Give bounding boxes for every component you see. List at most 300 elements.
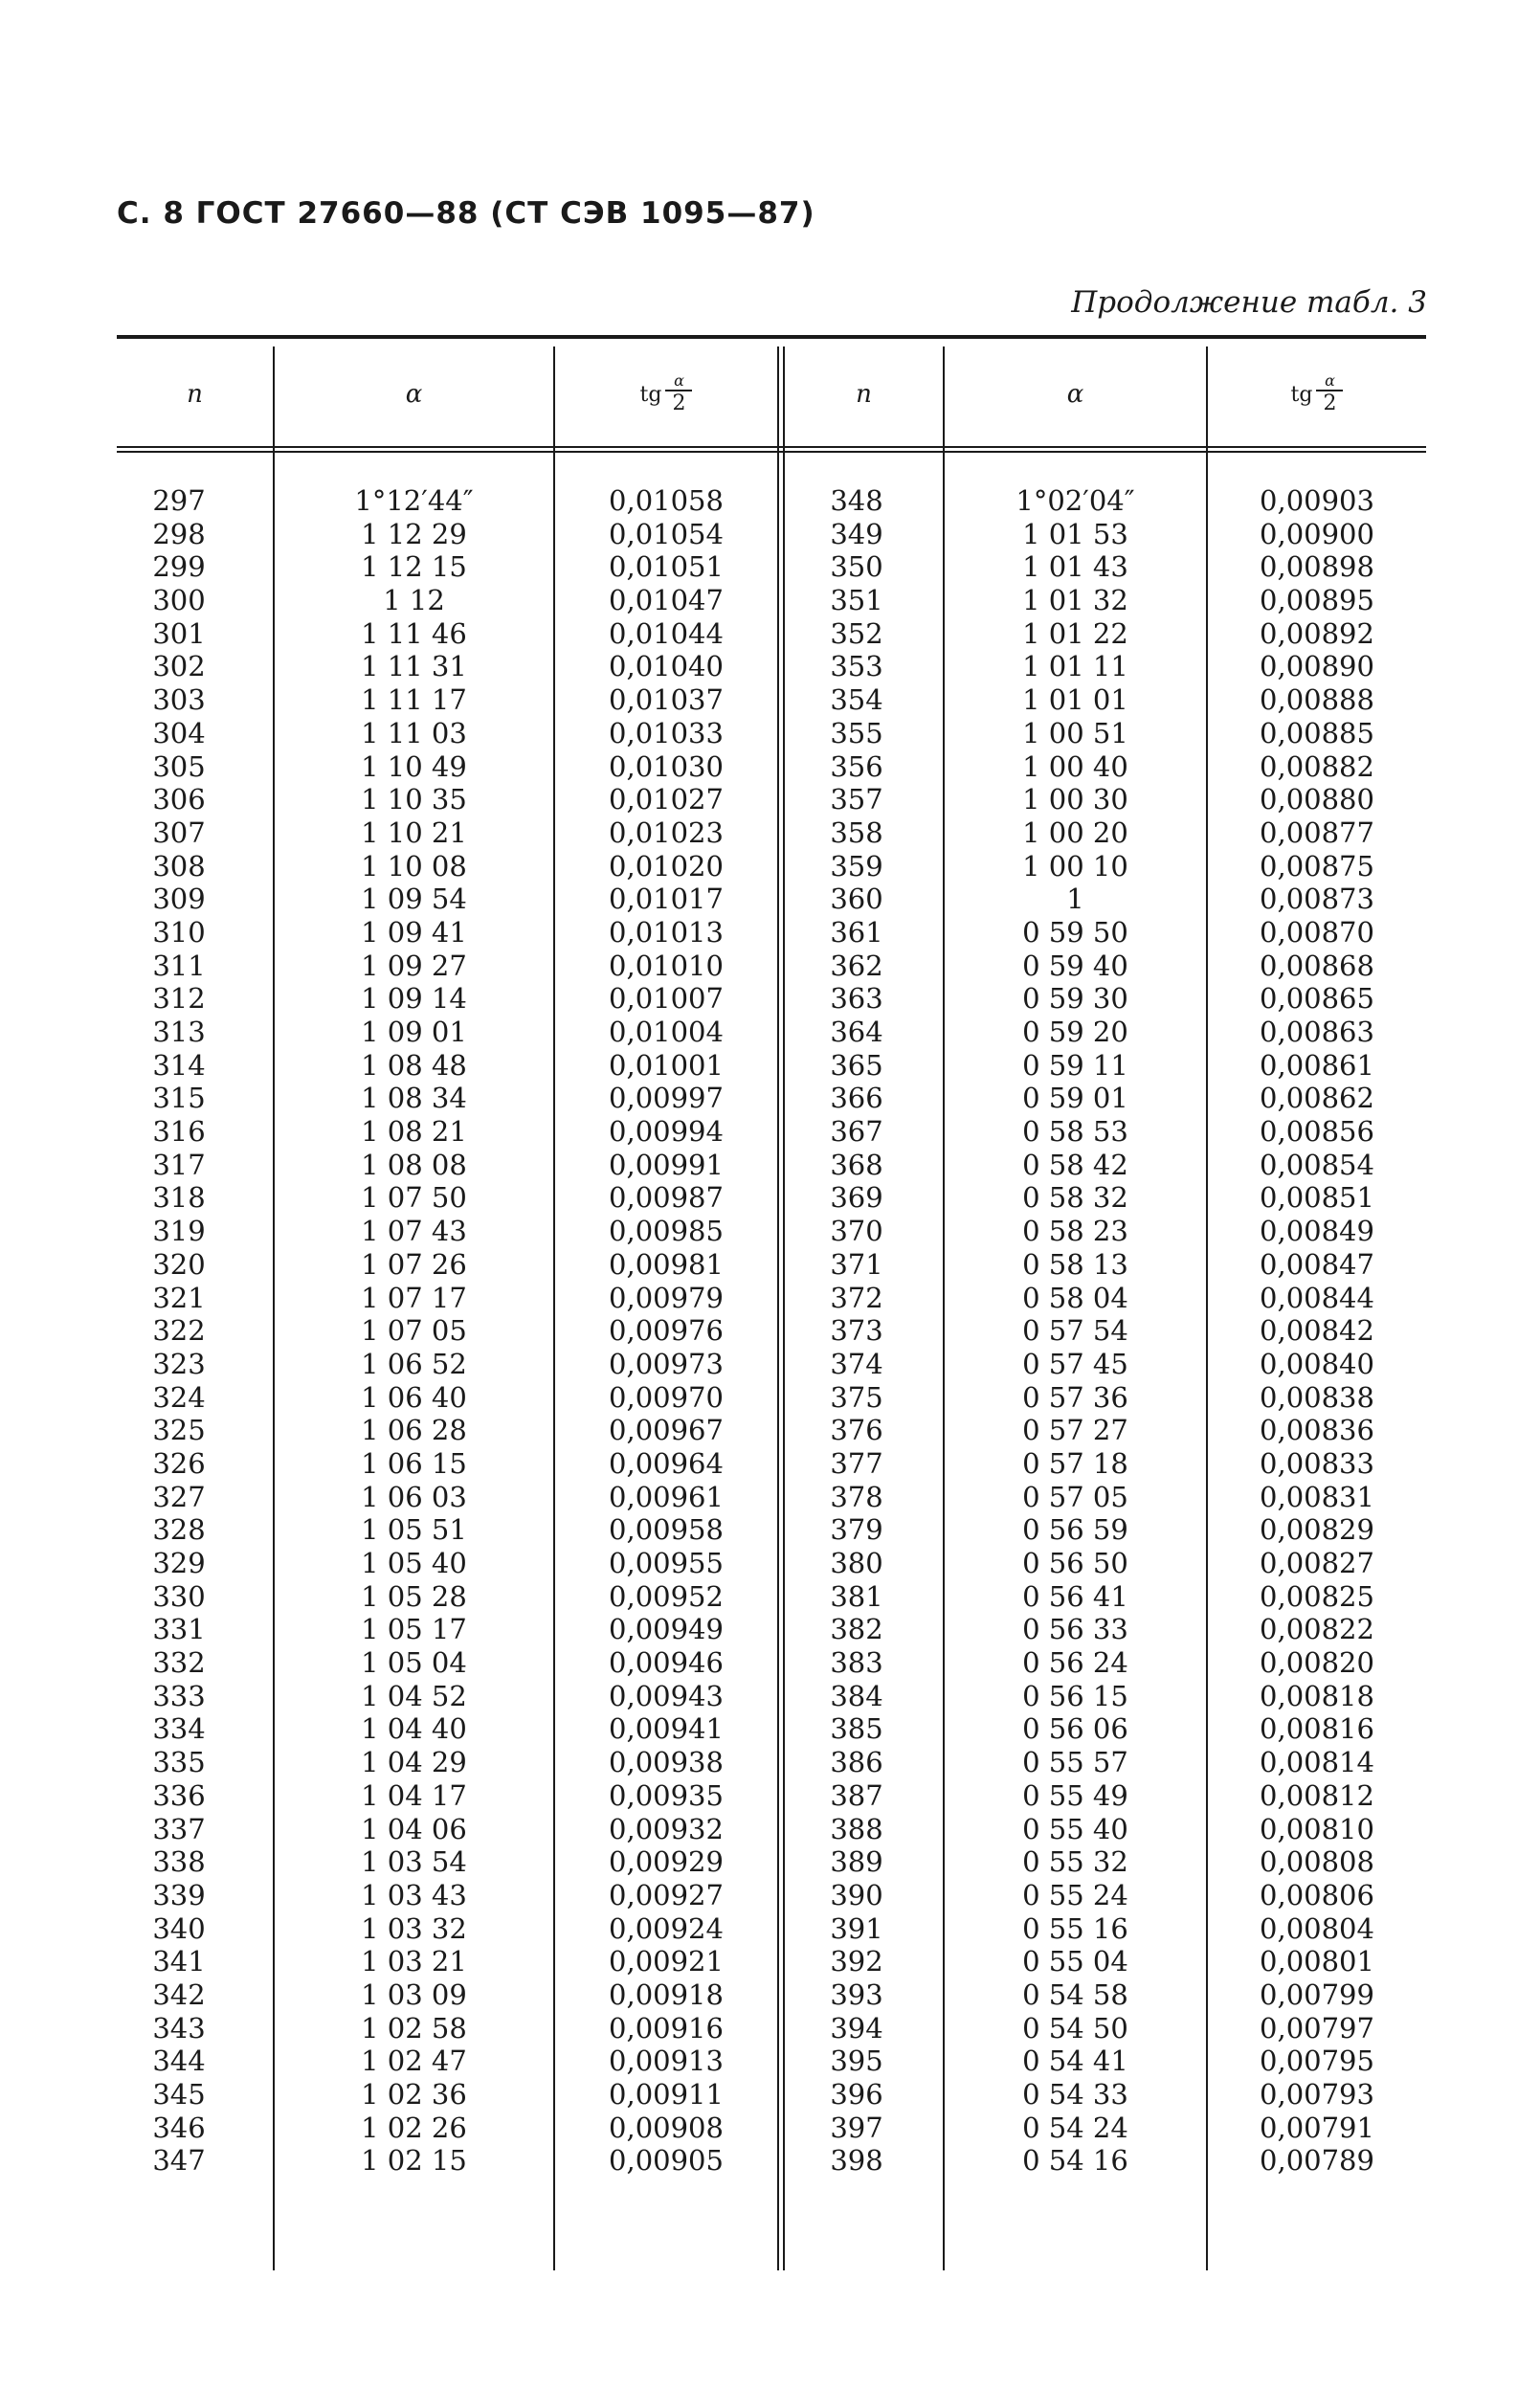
tg-label: tg bbox=[1290, 382, 1313, 407]
table-cell: 0,00981 bbox=[609, 1247, 724, 1281]
table-cell: 0,00880 bbox=[1260, 783, 1374, 816]
column-header-n-left: n bbox=[187, 380, 203, 409]
table-cell: 0,00875 bbox=[1260, 849, 1374, 883]
table-cell: 372 bbox=[830, 1281, 883, 1314]
table-cell: 0,00994 bbox=[609, 1115, 724, 1149]
table-cell: 1 09 14 bbox=[361, 982, 467, 1016]
table-cell: 0,00829 bbox=[1260, 1513, 1374, 1547]
table-cell: 321 bbox=[152, 1281, 206, 1314]
column-tg-left bbox=[555, 484, 777, 2178]
table-cell: 0,00885 bbox=[1260, 716, 1374, 749]
table-cell: 1°12′44″ bbox=[354, 484, 474, 517]
table-cell: 0,00814 bbox=[1260, 1746, 1374, 1779]
table-cell: 0 55 40 bbox=[1022, 1812, 1128, 1845]
table-cell: 1 04 06 bbox=[361, 1812, 467, 1845]
table-cell: 0,00844 bbox=[1260, 1281, 1374, 1314]
table-cell: 0 56 50 bbox=[1022, 1547, 1128, 1579]
table-cell: 356 bbox=[830, 749, 883, 783]
table-cell: 0 59 40 bbox=[1022, 949, 1128, 982]
table-cell: 355 bbox=[830, 716, 883, 749]
tg-label: tg bbox=[639, 382, 662, 407]
table-cell: 0,00952 bbox=[609, 1579, 724, 1613]
table-cell: 354 bbox=[830, 683, 883, 717]
table-cell: 324 bbox=[152, 1380, 206, 1414]
table-cell: 379 bbox=[830, 1513, 883, 1547]
table-cell: 1 04 52 bbox=[361, 1679, 467, 1712]
table-cell: 387 bbox=[830, 1778, 883, 1812]
table-cell: 0,00935 bbox=[609, 1778, 724, 1812]
table-cell: 385 bbox=[830, 1712, 883, 1746]
table-cell: 0,00967 bbox=[609, 1414, 724, 1447]
table-cell: 0,00916 bbox=[609, 2011, 724, 2045]
table-cell: 0,01013 bbox=[609, 915, 724, 949]
table-cell: 0,01030 bbox=[609, 749, 724, 783]
table-cell: 0 55 32 bbox=[1022, 1845, 1128, 1879]
table-cell: 0,00976 bbox=[609, 1314, 724, 1348]
table-cell: 0 56 24 bbox=[1022, 1646, 1128, 1680]
table-cell: 0 54 16 bbox=[1022, 2144, 1128, 2178]
table-cell: 1 05 28 bbox=[361, 1579, 467, 1613]
table-cell: 362 bbox=[830, 949, 883, 982]
table-cell: 0,01044 bbox=[609, 616, 724, 650]
table-cell: 0 54 58 bbox=[1022, 1978, 1128, 2011]
table-cell: 0,00991 bbox=[609, 1148, 724, 1181]
table-cell: 343 bbox=[152, 2011, 206, 2045]
table-cell: 0,01054 bbox=[609, 517, 724, 550]
table-cell: 0 59 50 bbox=[1022, 915, 1128, 949]
table-cell: 371 bbox=[830, 1247, 883, 1281]
table-cell: 395 bbox=[830, 2045, 883, 2078]
table-cell: 0 59 30 bbox=[1022, 982, 1128, 1016]
table-cell: 0,00932 bbox=[609, 1812, 724, 1845]
half-alpha-fraction: $\frac{\alpha}{2}$ bbox=[1316, 372, 1343, 416]
table-cell: 336 bbox=[152, 1778, 206, 1812]
table-cell: 0,00838 bbox=[1260, 1380, 1374, 1414]
table-cell: 0,00898 bbox=[1260, 550, 1374, 584]
table-cell: 0,01004 bbox=[609, 1016, 724, 1048]
table-cell: 0,00929 bbox=[609, 1845, 724, 1879]
table-cell: 345 bbox=[152, 2078, 206, 2111]
table-cell: 323 bbox=[152, 1347, 206, 1380]
table-cell: 302 bbox=[152, 650, 206, 683]
table-cell: 1 01 43 bbox=[1022, 550, 1128, 584]
table-cell: 0,00908 bbox=[609, 2111, 724, 2144]
table-cell: 328 bbox=[152, 1513, 206, 1547]
table-cell: 0,00911 bbox=[609, 2078, 724, 2111]
table-cell: 0,00877 bbox=[1260, 816, 1374, 849]
column-header-alpha-left: α bbox=[405, 380, 423, 409]
table-cell: 386 bbox=[830, 1746, 883, 1779]
table-cell: 0,00818 bbox=[1260, 1679, 1374, 1712]
table-cell: 0 54 33 bbox=[1022, 2078, 1128, 2111]
column-n-left bbox=[117, 484, 241, 2178]
table-cell: 0 54 41 bbox=[1022, 2045, 1128, 2078]
table-cell: 0,00791 bbox=[1260, 2111, 1374, 2144]
header-bottom-rule-2 bbox=[117, 451, 1426, 453]
table-cell: 0,00905 bbox=[609, 2144, 724, 2178]
table-cell: 0,00961 bbox=[609, 1480, 724, 1513]
table-cell: 0,00831 bbox=[1260, 1480, 1374, 1513]
table-cell: 325 bbox=[152, 1414, 206, 1447]
table-cell: 0,00854 bbox=[1260, 1148, 1374, 1181]
table-cell: 0,00918 bbox=[609, 1978, 724, 2011]
table-cell: 340 bbox=[152, 1911, 206, 1945]
table-cell: 344 bbox=[152, 2045, 206, 2078]
table-cell: 0,00808 bbox=[1260, 1845, 1374, 1879]
table-cell: 0 54 24 bbox=[1022, 2111, 1128, 2144]
table-cell: 300 bbox=[152, 584, 206, 617]
table-cell: 1 07 50 bbox=[361, 1181, 467, 1215]
table-cell: 1 04 29 bbox=[361, 1746, 467, 1779]
table-cell: 382 bbox=[830, 1613, 883, 1646]
table-cell: 1 02 47 bbox=[361, 2045, 467, 2078]
table-cell: 303 bbox=[152, 683, 206, 717]
table-cell: 361 bbox=[830, 915, 883, 949]
table-cell: 0 58 13 bbox=[1022, 1247, 1128, 1281]
table-cell: 1 12 bbox=[383, 584, 445, 617]
column-tg-right bbox=[1208, 484, 1426, 2178]
table-cell: 368 bbox=[830, 1148, 883, 1181]
table-cell: 314 bbox=[152, 1048, 206, 1082]
table-cell: 1 08 48 bbox=[361, 1048, 467, 1082]
column-n-right bbox=[785, 484, 928, 2178]
table-cell: 342 bbox=[152, 1978, 206, 2011]
table-cell: 1 08 08 bbox=[361, 1148, 467, 1181]
table-cell: 0,01010 bbox=[609, 949, 724, 982]
table-cell: 1 00 40 bbox=[1022, 749, 1128, 783]
table-cell: 311 bbox=[152, 949, 206, 982]
table-cell: 0,00842 bbox=[1260, 1314, 1374, 1348]
table-cell: 0 56 33 bbox=[1022, 1613, 1128, 1646]
table-cell: 330 bbox=[152, 1579, 206, 1613]
table-cell: 380 bbox=[830, 1547, 883, 1579]
table-cell: 1 11 17 bbox=[361, 683, 467, 717]
table-cell: 0,00997 bbox=[609, 1082, 724, 1115]
table-cell: 1 01 32 bbox=[1022, 584, 1128, 617]
table-cell: 388 bbox=[830, 1812, 883, 1845]
table-cell: 1 00 20 bbox=[1022, 816, 1128, 849]
table-cell: 326 bbox=[152, 1446, 206, 1480]
table-cell: 0,00888 bbox=[1260, 683, 1374, 717]
column-header-tg-left bbox=[555, 346, 777, 442]
table-cell: 1 12 15 bbox=[361, 550, 467, 584]
column-alpha-left bbox=[275, 484, 553, 2178]
table-cell: 360 bbox=[830, 883, 883, 916]
table-cell: 0,00822 bbox=[1260, 1613, 1374, 1646]
table-cell: 1 09 01 bbox=[361, 1016, 467, 1048]
table-cell: 1 07 05 bbox=[361, 1314, 467, 1348]
table-cell: 1 03 43 bbox=[361, 1878, 467, 1911]
table-cell: 396 bbox=[830, 2078, 883, 2111]
table-cell: 0,00793 bbox=[1260, 2078, 1374, 2111]
table-cell: 394 bbox=[830, 2011, 883, 2045]
table-cell: 0 57 27 bbox=[1022, 1414, 1128, 1447]
table-cell: 297 bbox=[152, 484, 206, 517]
table-cell: 0,00979 bbox=[609, 1281, 724, 1314]
table-cell: 0 57 18 bbox=[1022, 1446, 1128, 1480]
table-cell: 393 bbox=[830, 1978, 883, 2011]
table-cell: 0,00863 bbox=[1260, 1016, 1374, 1048]
table-cell: 333 bbox=[152, 1679, 206, 1712]
table-cell: 0 59 11 bbox=[1022, 1048, 1128, 1082]
table-cell: 0,00816 bbox=[1260, 1712, 1374, 1746]
table-cell: 365 bbox=[830, 1048, 883, 1082]
table-cell: 1 10 35 bbox=[361, 783, 467, 816]
table-cell: 0,00964 bbox=[609, 1446, 724, 1480]
table-cell: 315 bbox=[152, 1082, 206, 1115]
table-cell: 1 06 40 bbox=[361, 1380, 467, 1414]
table-cell: 0 54 50 bbox=[1022, 2011, 1128, 2045]
table-cell: 0 55 57 bbox=[1022, 1746, 1128, 1779]
table-cell: 374 bbox=[830, 1347, 883, 1380]
table-cell: 0,00865 bbox=[1260, 982, 1374, 1016]
table-cell: 0,00836 bbox=[1260, 1414, 1374, 1447]
table-cell: 366 bbox=[830, 1082, 883, 1115]
table-cell: 0,00895 bbox=[1260, 584, 1374, 617]
table-cell: 305 bbox=[152, 749, 206, 783]
table-cell: 0,00927 bbox=[609, 1878, 724, 1911]
table-cell: 1 02 36 bbox=[361, 2078, 467, 2111]
table-cell: 0,00812 bbox=[1260, 1778, 1374, 1812]
table-cell: 351 bbox=[830, 584, 883, 617]
table-cell: 309 bbox=[152, 883, 206, 916]
table-cell: 0,00810 bbox=[1260, 1812, 1374, 1845]
table-cell: 1 07 26 bbox=[361, 1247, 467, 1281]
table-cell: 0 58 23 bbox=[1022, 1215, 1128, 1248]
table-cell: 391 bbox=[830, 1911, 883, 1945]
table-cell: 0,00862 bbox=[1260, 1082, 1374, 1115]
table-cell: 390 bbox=[830, 1878, 883, 1911]
table-cell: 0,00856 bbox=[1260, 1115, 1374, 1149]
table-cell: 0,01033 bbox=[609, 716, 724, 749]
table-cell: 0,00903 bbox=[1260, 484, 1374, 517]
table-cell: 349 bbox=[830, 517, 883, 550]
table-cell: 1 10 08 bbox=[361, 849, 467, 883]
table-cell: 0,00987 bbox=[609, 1181, 724, 1215]
table-cell: 0,00804 bbox=[1260, 1911, 1374, 1945]
table-cell: 1 06 15 bbox=[361, 1446, 467, 1480]
table-cell: 0,01017 bbox=[609, 883, 724, 916]
table-cell: 0,01023 bbox=[609, 816, 724, 849]
table-cell: 376 bbox=[830, 1414, 883, 1447]
table-cell: 0,00973 bbox=[609, 1347, 724, 1380]
table-cell: 381 bbox=[830, 1579, 883, 1613]
table-cell: 0,01001 bbox=[609, 1048, 724, 1082]
column-alpha-right bbox=[945, 484, 1206, 2178]
table-cell: 1 05 04 bbox=[361, 1646, 467, 1680]
table-cell: 0,00949 bbox=[609, 1613, 724, 1646]
table-cell: 299 bbox=[152, 550, 206, 584]
table-cell: 0,00797 bbox=[1260, 2011, 1374, 2045]
table-cell: 377 bbox=[830, 1446, 883, 1480]
table-cell: 1 08 21 bbox=[361, 1115, 467, 1149]
table-cell: 1 bbox=[1066, 883, 1084, 916]
table-cell: 301 bbox=[152, 616, 206, 650]
column-divider bbox=[777, 346, 779, 2270]
table-cell: 1 05 17 bbox=[361, 1613, 467, 1646]
table-cell: 334 bbox=[152, 1712, 206, 1746]
table-cell: 0 58 04 bbox=[1022, 1281, 1128, 1314]
table-cell: 1 10 49 bbox=[361, 749, 467, 783]
table-cell: 0,00833 bbox=[1260, 1446, 1374, 1480]
table-cell: 1 04 17 bbox=[361, 1778, 467, 1812]
table-cell: 358 bbox=[830, 816, 883, 849]
table-cell: 337 bbox=[152, 1812, 206, 1845]
table-cell: 0,00849 bbox=[1260, 1215, 1374, 1248]
table-cell: 304 bbox=[152, 716, 206, 749]
table-cell: 1 01 01 bbox=[1022, 683, 1128, 717]
table-cell: 0,00868 bbox=[1260, 949, 1374, 982]
table-cell: 327 bbox=[152, 1480, 206, 1513]
table-cell: 0,00900 bbox=[1260, 517, 1374, 550]
table-cell: 307 bbox=[152, 816, 206, 849]
table-cell: 357 bbox=[830, 783, 883, 816]
table-cell: 0 57 05 bbox=[1022, 1480, 1128, 1513]
table-cell: 1 06 28 bbox=[361, 1414, 467, 1447]
table-cell: 306 bbox=[152, 783, 206, 816]
table-cell: 1 02 26 bbox=[361, 2111, 467, 2144]
column-header-alpha-right: α bbox=[1066, 380, 1084, 409]
table-cell: 364 bbox=[830, 1016, 883, 1048]
table-cell: 332 bbox=[152, 1646, 206, 1680]
table-cell: 1 01 22 bbox=[1022, 616, 1128, 650]
table-cell: 0,00861 bbox=[1260, 1048, 1374, 1082]
table-continuation-label: Продолжение табл. 3 bbox=[1071, 285, 1427, 320]
table-cell: 346 bbox=[152, 2111, 206, 2144]
table-cell: 0 58 53 bbox=[1022, 1115, 1128, 1149]
table-cell: 0 55 04 bbox=[1022, 1945, 1128, 1978]
table-cell: 397 bbox=[830, 2111, 883, 2144]
table-cell: 1 09 41 bbox=[361, 915, 467, 949]
header-bottom-rule bbox=[117, 446, 1426, 448]
table-cell: 335 bbox=[152, 1746, 206, 1779]
table-cell: 389 bbox=[830, 1845, 883, 1879]
table-cell: 0,00890 bbox=[1260, 650, 1374, 683]
table-cell: 1 00 51 bbox=[1022, 716, 1128, 749]
table-cell: 1 09 27 bbox=[361, 949, 467, 982]
table-cell: 348 bbox=[830, 484, 883, 517]
table-cell: 313 bbox=[152, 1016, 206, 1048]
table-cell: 375 bbox=[830, 1380, 883, 1414]
table-cell: 1 09 54 bbox=[361, 883, 467, 916]
table-top-rule bbox=[117, 335, 1426, 339]
table-cell: 0,00946 bbox=[609, 1646, 724, 1680]
table-cell: 1 12 29 bbox=[361, 517, 467, 550]
table-cell: 0,01020 bbox=[609, 849, 724, 883]
table-cell: 339 bbox=[152, 1878, 206, 1911]
page-header: С. 8 ГОСТ 27660—88 (СТ СЭВ 1095—87) bbox=[117, 196, 815, 231]
table-cell: 0,01047 bbox=[609, 584, 724, 617]
table-cell: 0,00806 bbox=[1260, 1878, 1374, 1911]
table-cell: 0 56 06 bbox=[1022, 1712, 1128, 1746]
table-cell: 0 57 54 bbox=[1022, 1314, 1128, 1348]
table-cell: 384 bbox=[830, 1679, 883, 1712]
half-alpha-fraction: $\frac{\alpha}{2}$ bbox=[665, 372, 692, 416]
table-cell: 0,00941 bbox=[609, 1712, 724, 1746]
table-cell: 0 55 16 bbox=[1022, 1911, 1128, 1945]
table-cell: 370 bbox=[830, 1215, 883, 1248]
table-cell: 0,00827 bbox=[1260, 1547, 1374, 1579]
table-cell: 0,00943 bbox=[609, 1679, 724, 1712]
table-cell: 1 07 17 bbox=[361, 1281, 467, 1314]
table-cell: 1 10 21 bbox=[361, 816, 467, 849]
column-header-tg-right bbox=[1208, 346, 1426, 442]
table-cell: 338 bbox=[152, 1845, 206, 1879]
table-cell: 1 04 40 bbox=[361, 1712, 467, 1746]
table-cell: 1 11 46 bbox=[361, 616, 467, 650]
table-cell: 0,00801 bbox=[1260, 1945, 1374, 1978]
table-cell: 0 57 45 bbox=[1022, 1347, 1128, 1380]
table-cell: 0,00892 bbox=[1260, 616, 1374, 650]
table-cell: 378 bbox=[830, 1480, 883, 1513]
table-cell: 0,01051 bbox=[609, 550, 724, 584]
table-cell: 0,00795 bbox=[1260, 2045, 1374, 2078]
table-cell: 0,01037 bbox=[609, 683, 724, 717]
column-header-n-right: n bbox=[856, 380, 872, 409]
table-cell: 0 59 20 bbox=[1022, 1016, 1128, 1048]
table-cell: 0,00938 bbox=[609, 1746, 724, 1779]
table-cell: 310 bbox=[152, 915, 206, 949]
table-cell: 0 59 01 bbox=[1022, 1082, 1128, 1115]
table-cell: 341 bbox=[152, 1945, 206, 1978]
table-cell: 1 05 40 bbox=[361, 1547, 467, 1579]
table-cell: 0,01058 bbox=[609, 484, 724, 517]
table-cell: 1 06 52 bbox=[361, 1347, 467, 1380]
table-cell: 0,00825 bbox=[1260, 1579, 1374, 1613]
table-cell: 1 00 10 bbox=[1022, 849, 1128, 883]
table-cell: 1 01 11 bbox=[1022, 650, 1128, 683]
table-cell: 0,00789 bbox=[1260, 2144, 1374, 2178]
table-cell: 1°02′04″ bbox=[1016, 484, 1135, 517]
table-cell: 0,00970 bbox=[609, 1380, 724, 1414]
table-cell: 0,00847 bbox=[1260, 1247, 1374, 1281]
table-cell: 0 58 32 bbox=[1022, 1181, 1128, 1215]
table-cell: 1 00 30 bbox=[1022, 783, 1128, 816]
table-cell: 320 bbox=[152, 1247, 206, 1281]
table-cell: 359 bbox=[830, 849, 883, 883]
table-cell: 350 bbox=[830, 550, 883, 584]
table-cell: 318 bbox=[152, 1181, 206, 1215]
table-cell: 331 bbox=[152, 1613, 206, 1646]
table-cell: 312 bbox=[152, 982, 206, 1016]
table-cell: 317 bbox=[152, 1148, 206, 1181]
table-cell: 316 bbox=[152, 1115, 206, 1149]
table-cell: 1 03 32 bbox=[361, 1911, 467, 1945]
table-cell: 0,00924 bbox=[609, 1911, 724, 1945]
table-cell: 0 56 59 bbox=[1022, 1513, 1128, 1547]
table-cell: 347 bbox=[152, 2144, 206, 2178]
table-cell: 383 bbox=[830, 1646, 883, 1680]
table-cell: 0 56 41 bbox=[1022, 1579, 1128, 1613]
table-cell: 0 56 15 bbox=[1022, 1679, 1128, 1712]
table-cell: 392 bbox=[830, 1945, 883, 1978]
table-cell: 1 05 51 bbox=[361, 1513, 467, 1547]
table-cell: 1 01 53 bbox=[1022, 517, 1128, 550]
table-cell: 373 bbox=[830, 1314, 883, 1348]
table-cell: 0,00913 bbox=[609, 2045, 724, 2078]
table-cell: 0,00921 bbox=[609, 1945, 724, 1978]
table-cell: 1 02 58 bbox=[361, 2011, 467, 2045]
table-cell: 0,00799 bbox=[1260, 1978, 1374, 2011]
table-cell: 0,00955 bbox=[609, 1547, 724, 1579]
table-cell: 298 bbox=[152, 517, 206, 550]
table-cell: 0,00958 bbox=[609, 1513, 724, 1547]
table-cell: 0,01027 bbox=[609, 783, 724, 816]
table-cell: 0,01040 bbox=[609, 650, 724, 683]
table-cell: 0,00870 bbox=[1260, 915, 1374, 949]
table-cell: 0,01007 bbox=[609, 982, 724, 1016]
table-cell: 0,00882 bbox=[1260, 749, 1374, 783]
